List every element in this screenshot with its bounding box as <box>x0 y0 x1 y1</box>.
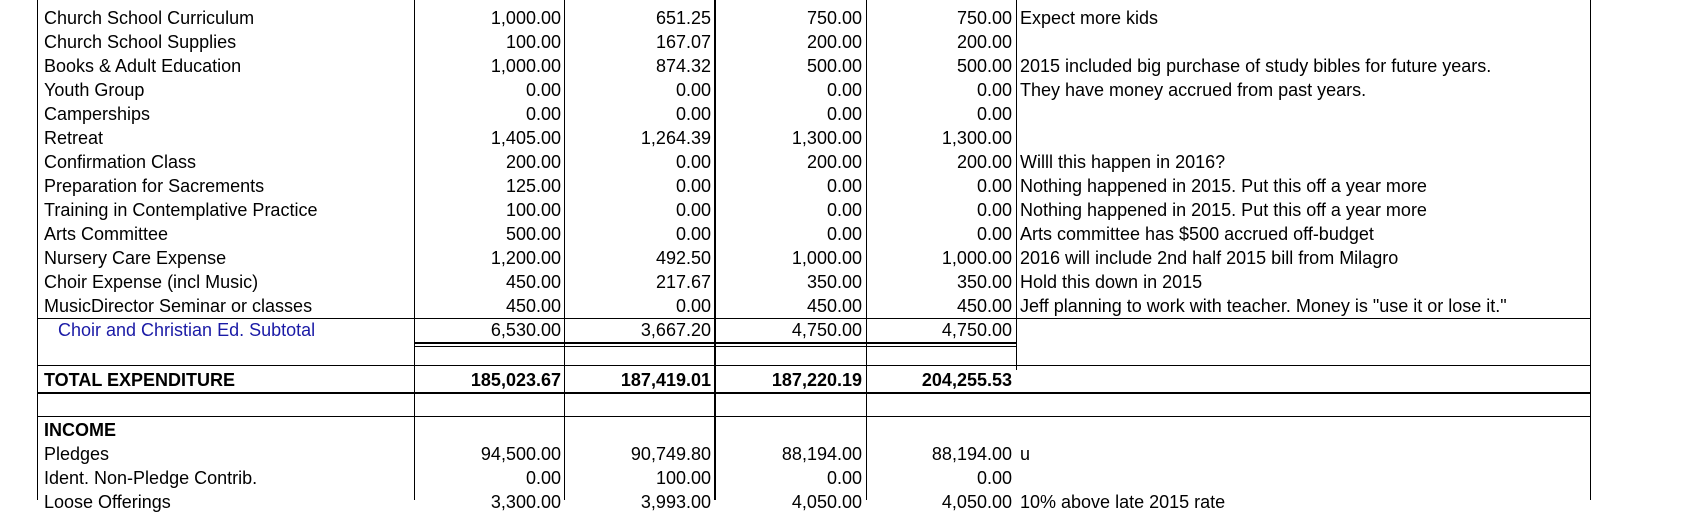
total-row-c2: 187,419.01 <box>620 370 711 390</box>
table-row-12-c2: 217.67 <box>655 272 711 292</box>
table-row-13-c1: 450.00 <box>505 296 561 316</box>
table-row-3-label: Books & Adult Education <box>44 56 242 76</box>
total-row-c4: 204,255.53 <box>921 370 1012 390</box>
table-row-4-note: They have money accrued from past years. <box>1020 80 1367 100</box>
table-row-7-c4: 200.00 <box>956 152 1012 172</box>
table-row-5-c2: 0.00 <box>675 104 711 124</box>
table-row-4-c1: 0.00 <box>525 80 561 100</box>
table-row-13-c4: 450.00 <box>956 296 1012 316</box>
subtotal-row-c2: 3,667.20 <box>640 320 711 340</box>
table-row-8-c2: 0.00 <box>675 176 711 196</box>
subtotal-row-c3: 4,750.00 <box>791 320 862 340</box>
table-row-2-c3: 200.00 <box>806 32 862 52</box>
table-row-1-note: Expect more kids <box>1020 8 1159 28</box>
table-row-4-c2: 0.00 <box>675 80 711 100</box>
subtotal-double-rule-a <box>414 342 1017 344</box>
table-row-11-c3: 1,000.00 <box>791 248 862 268</box>
income-row-1-c2: 90,749.80 <box>630 444 711 464</box>
table-row-3-c3: 500.00 <box>806 56 862 76</box>
income-row-3-label: Loose Offerings <box>44 492 171 512</box>
table-row-4-c3: 0.00 <box>826 80 862 100</box>
table-row-6-c3: 1,300.00 <box>791 128 862 148</box>
table-row-11-c4: 1,000.00 <box>941 248 1012 268</box>
grid-line-col4 <box>866 0 867 500</box>
table-row-6-c2: 1,264.39 <box>640 128 711 148</box>
table-row-1-label: Church School Curriculum <box>44 8 255 28</box>
income-row-3-c1: 3,300.00 <box>490 492 561 512</box>
income-row-3-c4: 4,050.00 <box>941 492 1012 512</box>
table-row-7-c1: 200.00 <box>505 152 561 172</box>
table-row-8-c3: 0.00 <box>826 176 862 196</box>
table-row-4-c4: 0.00 <box>976 80 1012 100</box>
subtotal-row-c4: 4,750.00 <box>941 320 1012 340</box>
table-row-10-c3: 0.00 <box>826 224 862 244</box>
grid-line-col2 <box>564 0 565 500</box>
total-bottom-rule <box>37 392 1590 394</box>
table-row-10-c2: 0.00 <box>675 224 711 244</box>
grid-line-right <box>1590 0 1591 500</box>
table-row-9-label: Training in Contemplative Practice <box>44 200 318 220</box>
table-row-10-c1: 500.00 <box>505 224 561 244</box>
table-row-1-c1: 1,000.00 <box>490 8 561 28</box>
grid-line-left <box>37 0 38 500</box>
table-row-12-c3: 350.00 <box>806 272 862 292</box>
grid-line-col5 <box>1016 0 1017 370</box>
table-row-7-note: Willl this happen in 2016? <box>1020 152 1226 172</box>
table-row-3-c4: 500.00 <box>956 56 1012 76</box>
table-row-11-c1: 1,200.00 <box>490 248 561 268</box>
table-row-12-c4: 350.00 <box>956 272 1012 292</box>
table-row-2-c1: 100.00 <box>505 32 561 52</box>
table-row-13-label: MusicDirector Seminar or classes <box>44 296 313 316</box>
table-row-1-c2: 651.25 <box>655 8 711 28</box>
table-row-6-c4: 1,300.00 <box>941 128 1012 148</box>
table-row-9-note: Nothing happened in 2015. Put this off a year more <box>1020 200 1427 220</box>
income-row-2-c2: 100.00 <box>655 468 711 488</box>
table-row-11-label: Nursery Care Expense <box>44 248 227 268</box>
table-row-5-c1: 0.00 <box>525 104 561 124</box>
table-row-3-c1: 1,000.00 <box>490 56 561 76</box>
total-row-c3: 187,220.19 <box>771 370 862 390</box>
grid-line-col3 <box>714 0 716 500</box>
table-row-3-note: 2015 included big purchase of study bibles for future years. <box>1020 56 1492 76</box>
income-row-3-c3: 4,050.00 <box>791 492 862 512</box>
table-row-7-c3: 200.00 <box>806 152 862 172</box>
table-row-7-label: Confirmation Class <box>44 152 197 172</box>
subtotal-double-rule-b <box>414 346 1017 347</box>
income-row-2-c3: 0.00 <box>826 468 862 488</box>
table-row-5-c3: 0.00 <box>826 104 862 124</box>
table-row-2-c2: 167.07 <box>655 32 711 52</box>
income-heading: INCOME <box>44 420 116 440</box>
total-row-label: TOTAL EXPENDITURE <box>44 370 236 390</box>
income-row-3-note: 10% above late 2015 rate <box>1020 492 1226 512</box>
table-row-12-label: Choir Expense (incl Music) <box>44 272 259 292</box>
income-row-2-c1: 0.00 <box>525 468 561 488</box>
table-row-11-c2: 492.50 <box>655 248 711 268</box>
table-row-9-c1: 100.00 <box>505 200 561 220</box>
table-row-9-c4: 0.00 <box>976 200 1012 220</box>
income-row-3-c2: 3,993.00 <box>640 492 711 512</box>
table-row-13-c2: 0.00 <box>675 296 711 316</box>
table-row-4-label: Youth Group <box>44 80 145 100</box>
table-row-6-label: Retreat <box>44 128 104 148</box>
income-row-1-c3: 88,194.00 <box>781 444 862 464</box>
table-row-1-c4: 750.00 <box>956 8 1012 28</box>
income-row-1-note: u <box>1020 444 1031 464</box>
table-row-12-note: Hold this down in 2015 <box>1020 272 1203 292</box>
subtotal-row-c1: 6,530.00 <box>490 320 561 340</box>
table-row-7-c2: 0.00 <box>675 152 711 172</box>
table-row-11-note: 2016 will include 2nd half 2015 bill from Milagro <box>1020 248 1399 268</box>
subtotal-row-label: Choir and Christian Ed. Subtotal <box>58 320 316 340</box>
table-row-5-label: Camperships <box>44 104 151 124</box>
table-row-8-label: Preparation for Sacrements <box>44 176 265 196</box>
table-row-2-c4: 200.00 <box>956 32 1012 52</box>
table-row-6-c1: 1,405.00 <box>490 128 561 148</box>
table-row-2-label: Church School Supplies <box>44 32 237 52</box>
table-row-10-c4: 0.00 <box>976 224 1012 244</box>
income-row-2-c4: 0.00 <box>976 468 1012 488</box>
total-top-rule <box>37 365 1590 366</box>
table-row-13-c3: 450.00 <box>806 296 862 316</box>
income-row-2-label: Ident. Non-Pledge Contrib. <box>44 468 258 488</box>
grid-line-col1 <box>414 0 415 500</box>
table-row-1-c3: 750.00 <box>806 8 862 28</box>
table-row-13-note: Jeff planning to work with teacher. Money is "use it or lose it." <box>1020 296 1507 316</box>
income-top-rule <box>37 416 1590 417</box>
total-row-c1: 185,023.67 <box>470 370 561 390</box>
table-row-8-note: Nothing happened in 2015. Put this off a year more <box>1020 176 1427 196</box>
table-row-10-note: Arts committee has $500 accrued off-budget <box>1020 224 1374 244</box>
income-row-1-label: Pledges <box>44 444 110 464</box>
table-row-12-c1: 450.00 <box>505 272 561 292</box>
table-row-9-c3: 0.00 <box>826 200 862 220</box>
table-row-5-c4: 0.00 <box>976 104 1012 124</box>
table-row-9-c2: 0.00 <box>675 200 711 220</box>
income-row-1-c4: 88,194.00 <box>931 444 1012 464</box>
income-row-1-c1: 94,500.00 <box>480 444 561 464</box>
table-row-8-c1: 125.00 <box>505 176 561 196</box>
table-row-10-label: Arts Committee <box>44 224 169 244</box>
table-row-8-c4: 0.00 <box>976 176 1012 196</box>
table-row-3-c2: 874.32 <box>655 56 711 76</box>
